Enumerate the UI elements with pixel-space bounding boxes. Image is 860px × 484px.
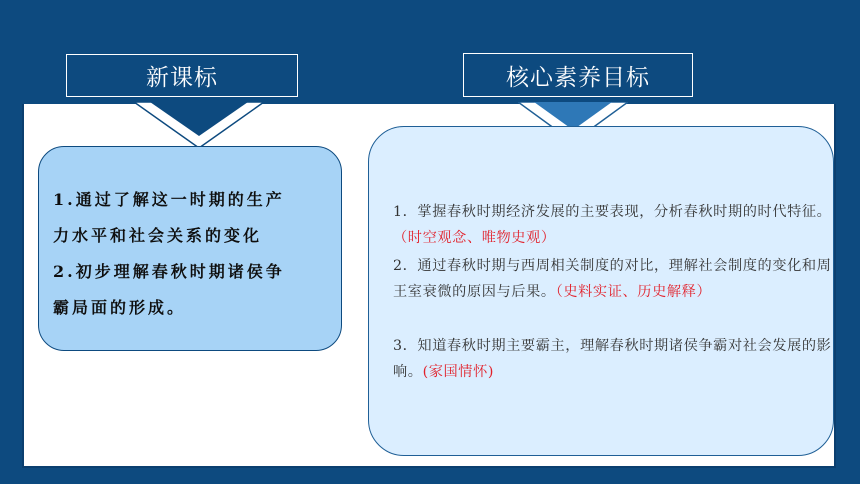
left-chevron-pointer <box>134 102 264 152</box>
goal-2-tag: （史料实证、历史解释） <box>555 284 712 300</box>
goal-3-text: 3．知道春秋时期主要霸主，理解春秋时期诸侯争霸对社会发展的影响。 <box>393 338 832 380</box>
tab-new-curriculum-label: 新课标 <box>146 65 218 91</box>
slide <box>22 14 836 468</box>
goal-1-text: 1．掌握春秋时期经济发展的主要表现，分析春秋时期的时代特征。 <box>393 204 832 220</box>
goal-1-tag: （时空观念、唯物史观） <box>393 230 556 246</box>
goal-item-2 <box>393 253 833 305</box>
tab-core-literacy-goals[interactable] <box>463 53 693 97</box>
curriculum-card <box>38 146 342 351</box>
goal-item-1 <box>393 199 833 251</box>
curriculum-line-1: 1.通过了解这一时期的生产 <box>53 190 285 209</box>
goal-item-3 <box>393 333 833 385</box>
curriculum-line-3: 2.初步理解春秋时期诸侯争 <box>53 262 285 281</box>
header-band <box>22 14 836 104</box>
curriculum-line-4: 霸局面的形成。 <box>53 298 187 317</box>
tab-core-literacy-goals-label: 核心素养目标 <box>506 64 650 91</box>
curriculum-line-2: 力水平和社会关系的变化 <box>53 226 263 245</box>
tab-new-curriculum[interactable] <box>66 54 298 97</box>
goal-2-text: 2．通过春秋时期与西周相关制度的对比，理解社会制度的变化和周王室衰微的原因与后果。 <box>393 258 832 300</box>
core-goals-card <box>368 126 834 456</box>
goal-3-tag: (家国情怀) <box>422 364 494 380</box>
